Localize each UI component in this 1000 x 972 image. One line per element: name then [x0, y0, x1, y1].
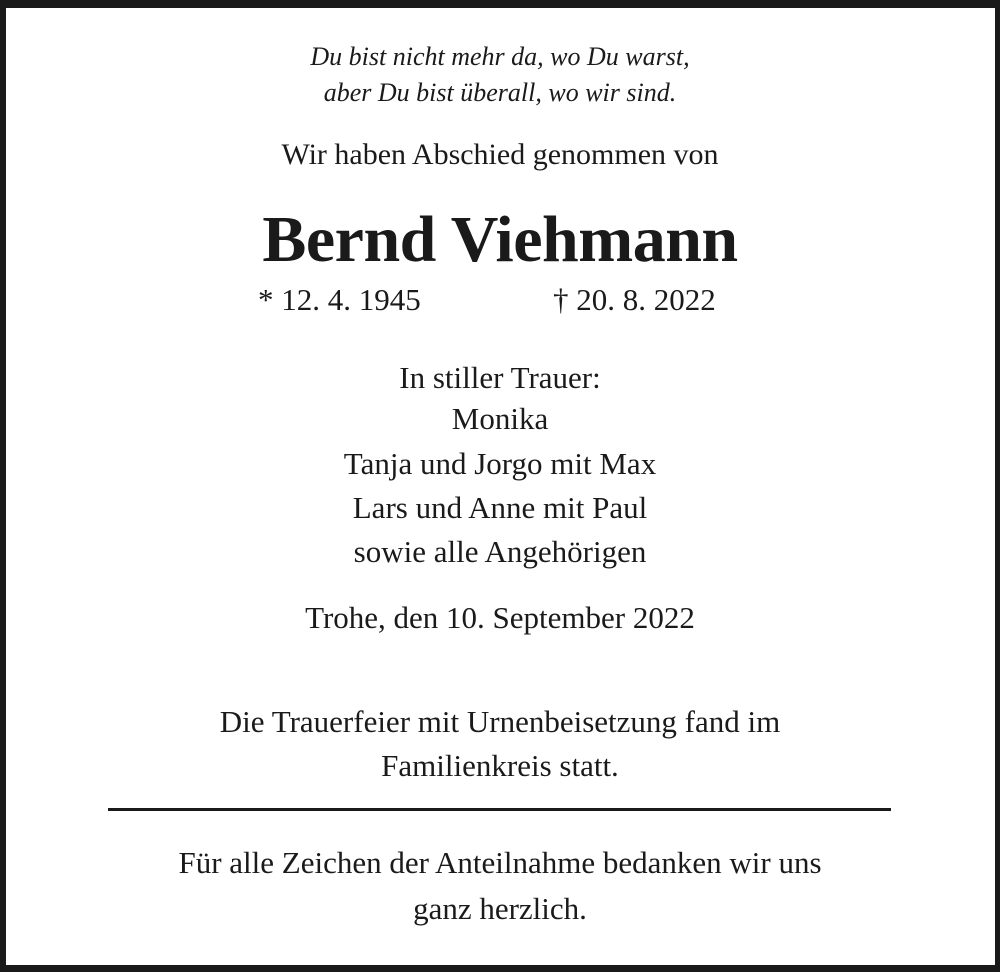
thanks-line-2: ganz herzlich. — [413, 891, 587, 926]
thanks-line-1: Für alle Zeichen der Anteilnahme bedanken wir uns — [178, 845, 822, 880]
ceremony-line-2: Familienkreis statt. — [381, 748, 619, 783]
mourners-heading: In stiller Trauer: — [399, 360, 601, 395]
place-and-date: Trohe, den 10. September 2022 — [305, 600, 695, 635]
mourner-name: Lars und Anne mit Paul — [352, 490, 648, 525]
deceased-name: Bernd Viehmann — [262, 203, 738, 276]
birth-date: * 12. 4. 1945 — [258, 282, 421, 317]
ceremony-line-1: Die Trauerfeier mit Urnenbeisetzung fand im — [219, 704, 781, 739]
mourner-name: Monika — [451, 401, 549, 436]
intro-text: Wir haben Abschied genommen von — [281, 138, 719, 171]
motto-line-2: aber Du bist überall, wo wir sind. — [323, 78, 677, 107]
mourner-name: Tanja und Jorgo mit Max — [343, 446, 657, 481]
motto-line-1: Du bist nicht mehr da, wo Du warst, — [310, 42, 690, 71]
death-date: † 20. 8. 2022 — [553, 282, 716, 317]
divider-rule — [108, 808, 891, 811]
mourner-name: sowie alle Angehörigen — [353, 534, 647, 569]
